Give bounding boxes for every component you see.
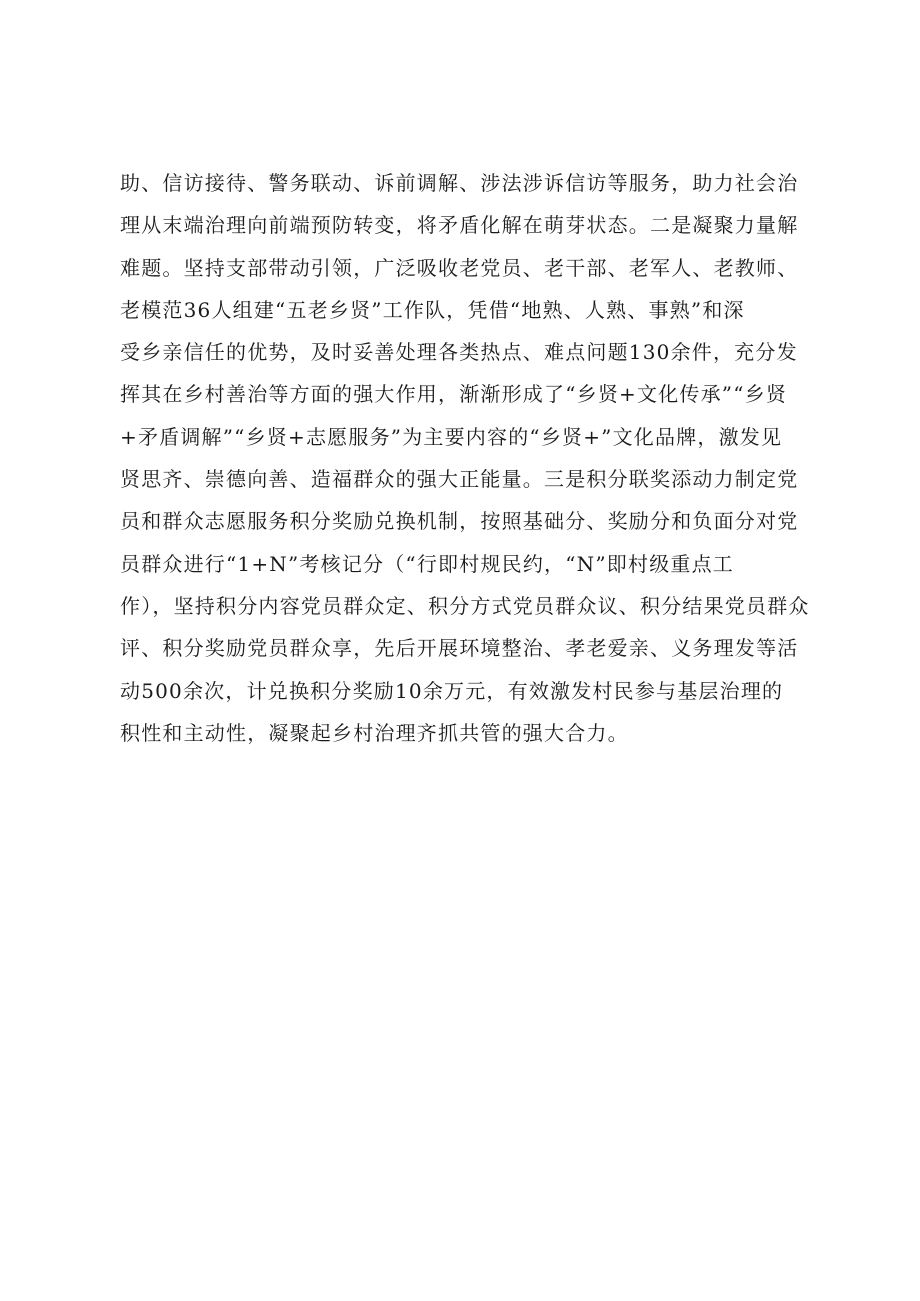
text-line: 老模范36人组建“五老乡贤”工作队，凭借“地熟、人熟、事熟”和深 bbox=[120, 297, 745, 322]
text-line: 挥其在乡村善治等方面的强大作用，渐渐形成了“乡贤+文化传承”“乡贤 bbox=[120, 382, 788, 407]
text-line: 员和群众志愿服务积分奖励兑换机制，按照基础分、奖励分和负面分对党 bbox=[120, 509, 799, 534]
text-line: 评、积分奖励党员群众享，先后开展环境整治、孝老爱亲、义务理发等活 bbox=[120, 636, 799, 661]
text-line: 作），坚持积分内容党员群众定、积分方式党员群众议、积分结果党员群众 bbox=[120, 593, 810, 618]
text-line: 助、信访接待、警务联动、诉前调解、涉法涉诉信访等服务，助力社会治 bbox=[120, 171, 799, 195]
body-paragraph bbox=[120, 162, 820, 754]
text-line: 难题。坚持支部带动引领，广泛吸收老党员、老干部、老军人、老教师、 bbox=[120, 255, 799, 280]
text-line: +矛盾调解”“乡贤+志愿服务”为主要内容的“乡贤+”文化品牌，激发见 bbox=[120, 424, 783, 449]
text-line: 积性和主动性，凝聚起乡村治理齐抓共管的强大合力。 bbox=[120, 720, 629, 745]
text-line: 动500余次，计兑换积分奖励10余万元，有效激发村民参与基层治理的 bbox=[120, 678, 784, 703]
text-line: 贤思齐、崇德向善、造福群众的强大正能量。三是积分联奖添动力制定党 bbox=[120, 467, 799, 492]
text-line: 理从末端治理向前端预防转变，将矛盾化解在萌芽状态。二是凝聚力量解 bbox=[120, 213, 799, 238]
text-line: 员群众进行“1+N”考核记分（“行即村规民约，“N”即村级重点工 bbox=[120, 551, 735, 576]
text-line: 受乡亲信任的优势，及时妥善处理各类热点、难点问题130余件，充分发 bbox=[120, 340, 798, 365]
